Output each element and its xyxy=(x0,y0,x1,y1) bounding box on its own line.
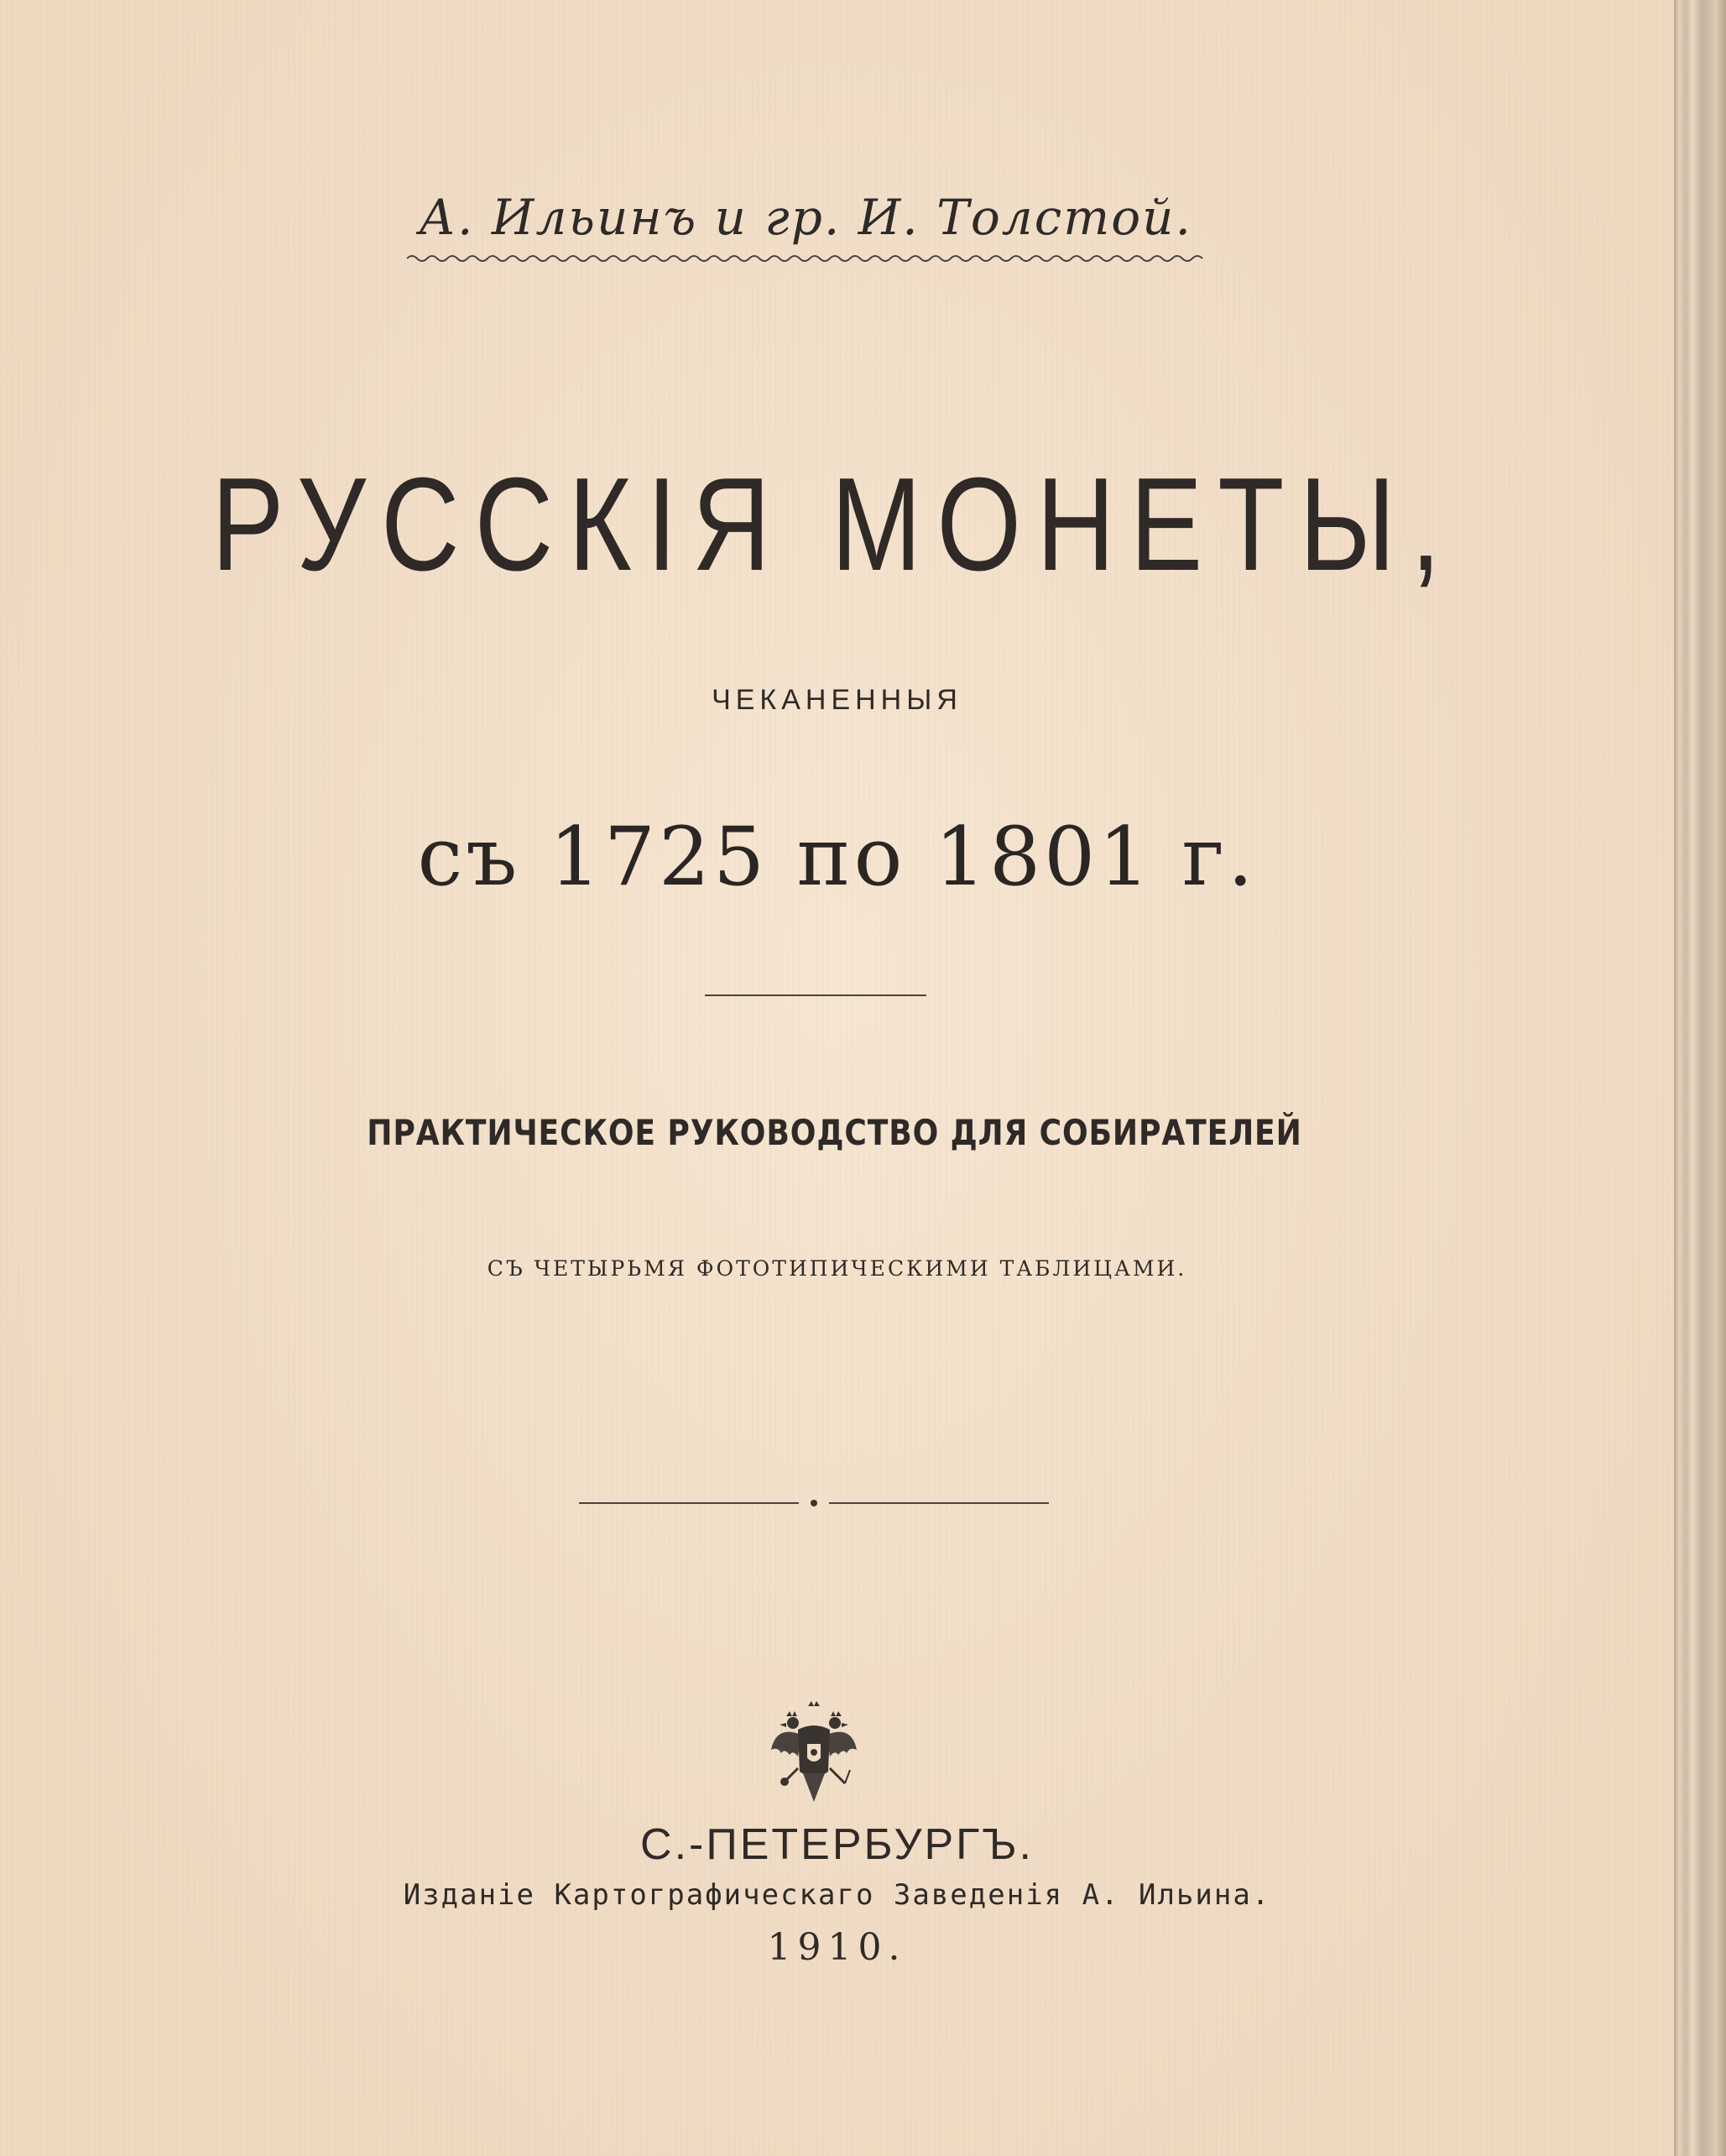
wavy-underline-ornament xyxy=(407,252,1204,265)
authors-line: А. Ильинъ и гр. И. Толстой. xyxy=(419,189,1192,246)
page-stack-edge xyxy=(1674,0,1726,2156)
subtitle: ЧЕКАНЕННЫЯ xyxy=(712,684,962,716)
publication-year: 1910. xyxy=(767,1926,907,1969)
city-name: С.-ПЕТЕРБУРГЪ. xyxy=(640,1820,1034,1869)
date-range: съ 1725 по 1801 г. xyxy=(417,810,1257,904)
divider-rule xyxy=(705,994,926,996)
book-title: РУССКІЯ МОНЕТЫ, xyxy=(211,451,1457,598)
double-headed-eagle-icon xyxy=(768,1699,860,1807)
guide-heading: ПРАКТИЧЕСКОЕ РУКОВОДСТВО ДЛЯ СОБИРАТЕЛЕЙ xyxy=(367,1112,1302,1153)
dotted-divider-ornament xyxy=(579,1498,1049,1508)
plates-note: СЪ ЧЕТЫРЬМЯ ФОТОТИПИЧЕСКИМИ ТАБЛИЦАМИ. xyxy=(487,1256,1187,1281)
publisher-line: Изданіе Картографическаго Заведенія А. Ильина. xyxy=(403,1878,1271,1912)
